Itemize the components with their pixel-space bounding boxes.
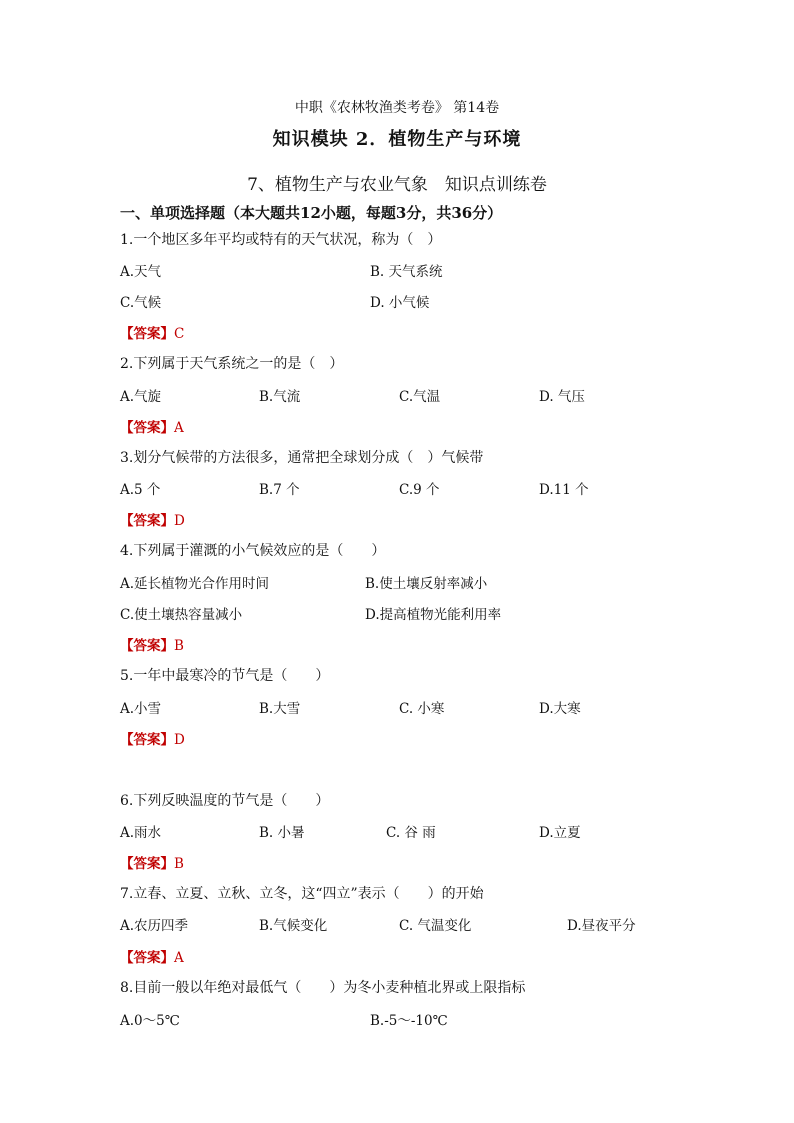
q3-option-b: B.7 个 <box>259 482 300 498</box>
q7-answer <box>120 946 184 966</box>
q5-option-b: B.大雪 <box>259 701 301 717</box>
q2-option-a: A.气旋 <box>120 389 162 405</box>
question-4: 4.下列属于灌溉的小气候效应的是（ ） <box>120 543 386 559</box>
q6-option-b: B. 小暑 <box>259 825 305 841</box>
q8-option-b: B.-5～-10℃ <box>370 1013 448 1029</box>
question-8: 8.目前一般以年绝对最低气（ ）为冬小麦种植北界或上限指标 <box>120 980 526 996</box>
q5-option-c: C. 小寒 <box>399 701 445 717</box>
q6-option-a: A.雨水 <box>120 825 162 841</box>
q7-option-a: A.农历四季 <box>120 918 189 934</box>
answer-label: 【答案】 <box>120 638 174 654</box>
answer-label: 【答案】 <box>120 732 174 748</box>
answer-value: B <box>174 856 184 872</box>
question-2: 2.下列属于天气系统之一的是（ ） <box>120 356 344 372</box>
question-3: 3.划分气候带的方法很多，通常把全球划分成（ ）气候带 <box>120 450 484 466</box>
answer-label: 【答案】 <box>120 950 174 966</box>
question-7: 7.立春、立夏、立秋、立冬，这“四立”表示（ ）的开始 <box>120 886 484 902</box>
answer-label: 【答案】 <box>120 326 174 342</box>
q1-option-b: B. 天气系统 <box>370 264 443 280</box>
q4-answer <box>120 634 184 654</box>
answer-value: D <box>174 732 185 748</box>
q6-option-c: C. 谷 雨 <box>386 825 436 841</box>
q2-option-b: B.气流 <box>259 389 301 405</box>
q3-option-a: A.5 个 <box>120 482 161 498</box>
q2-answer <box>120 416 184 436</box>
question-1: 1.一个地区多年平均或特有的天气状况，称为（ ） <box>120 232 442 248</box>
answer-value: A <box>174 950 184 966</box>
module-title: 知识模块 2．植物生产与环境 <box>272 129 522 150</box>
q6-answer <box>120 852 184 872</box>
q7-option-c: C. 气温变化 <box>399 918 472 934</box>
answer-value: D <box>174 513 185 529</box>
q4-option-b: B.使土壤反射率减小 <box>365 576 488 592</box>
q3-option-d: D.11 个 <box>539 482 589 498</box>
q1-option-a: A.天气 <box>120 264 162 280</box>
q2-option-d: D. 气压 <box>539 389 585 405</box>
section-heading: 一、单项选择题（本大题共12小题，每题3分，共36分） <box>120 204 503 222</box>
answer-label: 【答案】 <box>120 513 174 529</box>
paper-title: 7、植物生产与农业气象 知识点训练卷 <box>247 175 547 195</box>
answer-value: A <box>174 420 184 436</box>
q3-answer <box>120 509 185 529</box>
q1-option-d: D. 小气候 <box>370 295 430 311</box>
q4-option-a: A.延长植物光合作用时间 <box>120 576 270 592</box>
q4-option-c: C.使土壤热容量减小 <box>120 607 243 623</box>
question-6: 6.下列反映温度的节气是（ ） <box>120 793 330 809</box>
q5-answer <box>120 728 185 748</box>
q5-option-a: A.小雪 <box>120 701 162 717</box>
q8-option-a: A.0～5℃ <box>120 1013 180 1029</box>
answer-value: B <box>174 638 184 654</box>
exam-series-title: 中职《农林牧渔类考卷》 第14卷 <box>294 100 500 116</box>
q2-option-c: C.气温 <box>399 389 441 405</box>
answer-label: 【答案】 <box>120 420 174 436</box>
q1-answer <box>120 322 184 342</box>
answer-label: 【答案】 <box>120 856 174 872</box>
question-5: 5.一年中最寒冷的节气是（ ） <box>120 668 330 684</box>
q7-option-b: B.气候变化 <box>259 918 328 934</box>
q4-option-d: D.提高植物光能利用率 <box>365 607 502 623</box>
q3-option-c: C.9 个 <box>399 482 440 498</box>
q5-option-d: D.大寒 <box>539 701 581 717</box>
answer-value: C <box>174 326 185 342</box>
q6-option-d: D.立夏 <box>539 825 581 841</box>
q1-option-c: C.气候 <box>120 295 162 311</box>
q7-option-d: D.昼夜平分 <box>567 918 636 934</box>
